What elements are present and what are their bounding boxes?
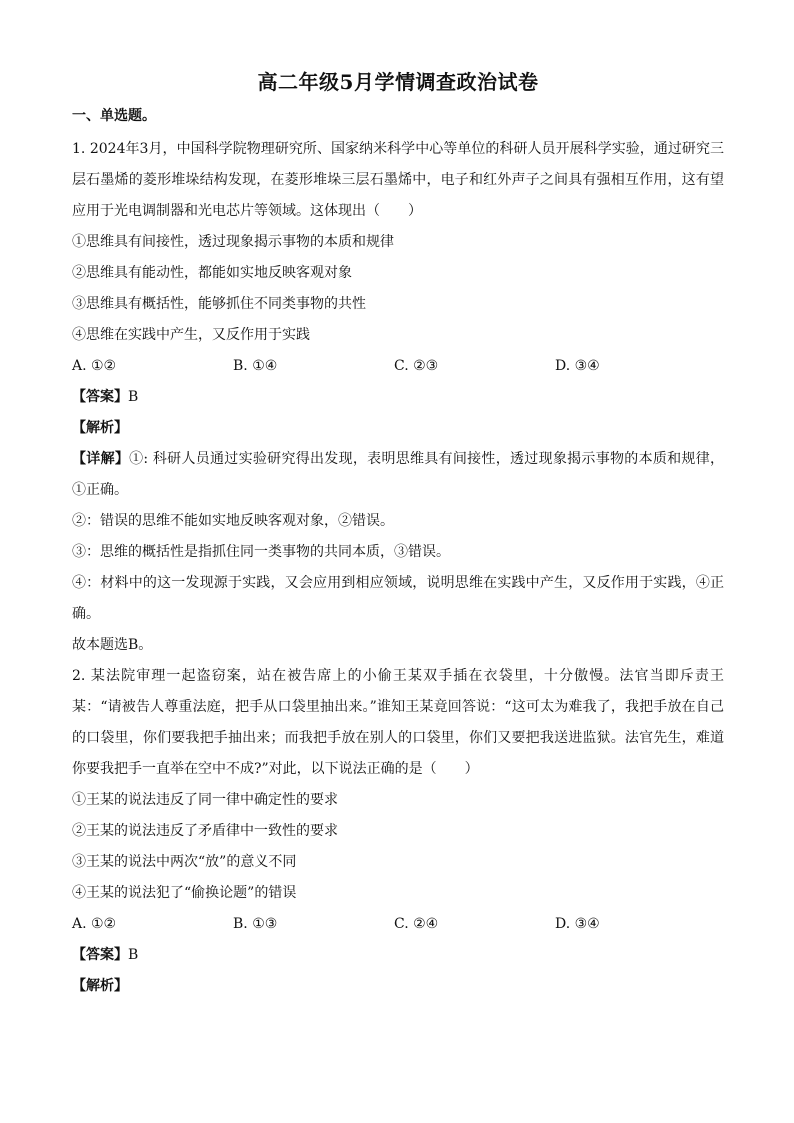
q2-option-c: C. ②④ [394,916,439,932]
q2-answer-value: B [128,947,139,963]
q2-options [72,909,724,940]
q1-answer-label: 【答案】 [72,389,128,405]
section-heading: 一、单选题。 [72,108,156,124]
q2-item-3: ③王某的说法中两次“放”的意义不同 [72,854,297,870]
q2-item-4: ④王某的说法犯了“偷换论题”的错误 [72,885,297,901]
page-title: 高二年级5月学情调查政治试卷 [257,70,539,94]
q1-detail-label: 【详解】 [72,451,130,467]
q2-stem: 2. 某法院审理一起盗窃案，站在被告席上的小偷王某双手插在衣袋里，十分傲慢。法官当即斥责王某：“请被告人尊重法庭，把手从口袋里抽出来。”谁知王某竟回答说：“这可太为难我了，我把手放在自己的口袋里，你们要我把手抽出来；而我把手放在别人的口袋里，你们又要把我送进监狱。法官先生，难道你要我把手一直举在空中不成?”对此，以下说法正确的是（ ） [72,668,724,777]
q1-item-3: ③思维具有概括性，能够抓住不同类事物的共性 [72,296,366,312]
q1-answer [72,382,724,413]
q1-analysis [72,413,724,444]
q1-detail-4: ④：材料中的这一发现源于实践，又会应用到相应领域，说明思维在实践中产生，又反作用于实践，④正确。 [72,575,724,622]
q1-item-1: ①思维具有间接性，透过现象揭示事物的本质和规律 [72,234,394,250]
q2-analysis-label: 【解析】 [72,978,128,994]
q2-item-1: ①王某的说法违反了同一律中确定性的要求 [72,792,338,808]
q1-option-c: C. ②③ [394,358,439,374]
q2-option-d: D. ③④ [555,916,600,932]
q1-detail-text-1: ①: 科研人员通过实验研究得出发现，表明思维具有间接性，透过现象揭示事物的本质和规律，①正确。 [72,451,724,498]
q1-stem: 1. 2024年3月，中国科学院物理研究所、国家纳米科学中心等单位的科研人员开展科学实验，通过研究三层石墨烯的菱形堆垛结构发现，在菱形堆垛三层石墨烯中，电子和红外声子之间具有强相互作用，这有望应用于光电调制器和光电芯片等领域。这体现出（ ） [72,141,724,219]
q1-option-b: B. ①④ [233,358,278,374]
q2-answer [72,940,724,971]
q2-answer-label: 【答案】 [72,947,128,963]
exam-page [72,66,724,1002]
q2-option-b: B. ①③ [233,916,278,932]
q1-option-a: A. ①② [72,358,117,374]
q1-answer-value: B [128,389,139,405]
q1-option-d: D. ③④ [555,358,600,374]
q1-analysis-label: 【解析】 [72,420,128,436]
q1-detail-2: ②：错误的思维不能如实地反映客观对象，②错误。 [72,513,394,529]
q1-detail-3: ③：思维的概括性是指抓住同一类事物的共同本质，③错误。 [72,544,450,560]
q2-analysis [72,971,724,1002]
q2-item-2: ②王某的说法违反了矛盾律中一致性的要求 [72,823,338,839]
q1-conclusion: 故本题选B。 [72,637,153,653]
q1-detail-1 [72,444,724,506]
q1-options [72,351,724,382]
q1-item-4: ④思维在实践中产生，又反作用于实践 [72,327,310,343]
q1-item-2: ②思维具有能动性，都能如实地反映客观对象 [72,265,352,281]
q2-option-a: A. ①② [72,916,117,932]
